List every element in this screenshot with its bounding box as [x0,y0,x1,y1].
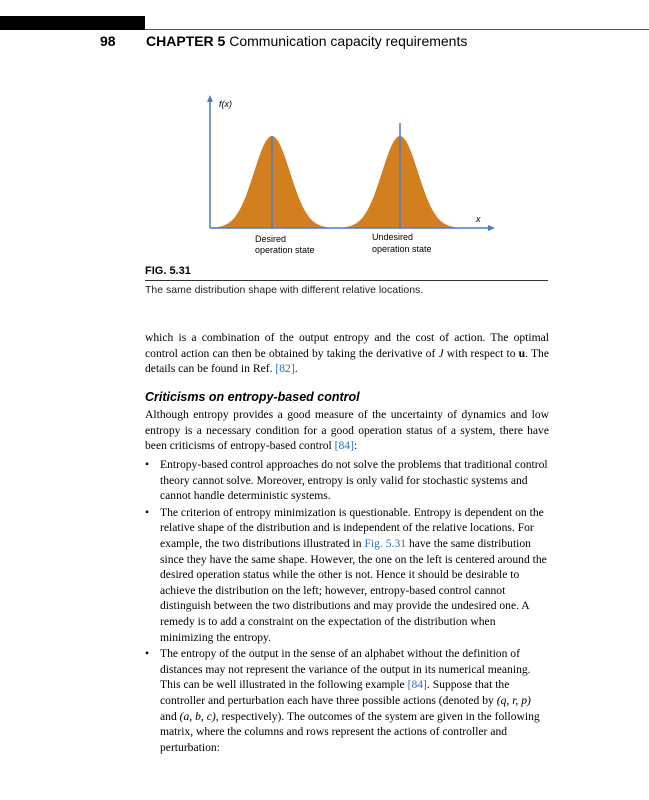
figure-caption: The same distribution shape with different relative locations. [145,284,424,296]
list-item-text: have the same distribution since they have the same shape. However, the one on the left is centered around the desired operation status while the other is not. Hence it should be desirable to achieve the distribution on the left; however, entropy-based control cannot distinguish between the two distributions and may provide the undesired one. A remedy is to add a constraint on the expectation of the distribution when minimizing the entropy. [160,536,547,644]
list-item-text: The criterion of entropy minimization is questionable. Entropy is dependent on the relative shape of the distribution and is independent of the relative locations. For example, the two distributions illustrated in [160,505,544,550]
figure-5-31 [195,90,505,262]
caption-rule [145,280,548,281]
header-rule [145,29,649,30]
paragraph-2-text: Although entropy provides a good measure of the uncertainty of dynamics and low entropy is a necessary condition for a good operation status of a system, there have been criticisms of entropy-based control [145,408,549,453]
criticisms-list [145,457,549,756]
list-item [145,457,549,504]
list-item-text: and [160,709,180,723]
paragraph-1-text: . [294,362,298,376]
x-axis-arrow [488,225,495,231]
list-item-text: , respectively). The outcomes of the system are given in the following matrix, where the columns and rows represent the actions of controller and perturbation: [160,709,540,754]
list-item [145,505,549,645]
list-item-text: . Suppose that the controller and perturbation each have three possible actions (denoted by [160,678,510,707]
header-black-bar [0,16,145,30]
label-undesired-1: Undesired [372,232,414,242]
citation-link[interactable]: [82] [275,362,295,376]
running-header [146,33,467,49]
paragraph-1-text: which is a combination of the output entropy and the cost of action. The optimal control action can then be obtained by taking the derivative of [145,331,549,360]
chapter-title: Communication capacity requirements [229,33,468,49]
paragraph-2 [145,407,549,454]
section-heading: Criticisms on entropy-based control [145,390,360,404]
citation-link[interactable]: [84] [334,439,354,453]
y-axis-label: f(x) [219,99,232,109]
list-item [145,646,549,755]
math-u: u [518,346,526,360]
paragraph-1-text: with respect to [443,346,519,360]
math-perturbation-actions: (a, b, c) [179,709,216,723]
figure-link[interactable]: Fig. 5.31 [364,536,407,550]
label-undesired-2: operation state [372,244,432,254]
paragraph-2-text: : [353,439,358,453]
page-number: 98 [100,33,116,49]
list-item-text: Entropy-based control approaches do not solve the problems that traditional control theory cannot solve. Moreover, entropy is only valid for stochastic systems and cannot handle deterministic systems. [160,458,548,503]
math-controller-actions: (q, r, p) [496,693,531,707]
label-desired-2: operation state [255,245,315,255]
list-item-text: The entropy of the output in the sense of an alphabet without the definition of distances may not represent the variance of the output in its numerical meaning. This can be well illustrated in the following example [160,647,531,692]
chapter-number: CHAPTER 5 [146,33,226,49]
x-axis-label: x [476,214,481,224]
figure-label: FIG. 5.31 [145,265,191,277]
y-axis-arrow [207,95,213,102]
paragraph-1-text: . The details can be found in Ref. [145,346,549,376]
label-desired-1: Desired [255,234,287,244]
paragraph-1 [145,330,549,377]
math-J: J [438,346,444,360]
citation-link[interactable]: [84] [407,678,427,692]
